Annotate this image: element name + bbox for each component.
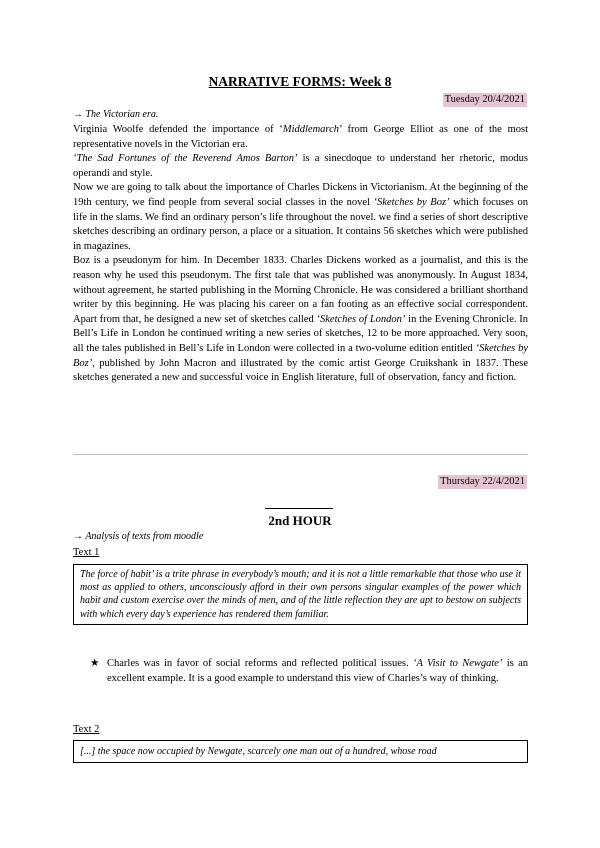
paragraph-amos-barton: [73, 152, 528, 181]
text1-label: Text 1: [73, 547, 100, 558]
text-run: which focuses on life in the slams. We find an ordinary person’s life throughout the novel. we find a series of short descriptive sketches describing an ordinary person, a place or a situation. It contains 56 sketches which were published in magazines.: [73, 196, 528, 252]
body-text: [73, 123, 528, 386]
book-title: Middlemarch: [282, 124, 340, 135]
text-run: Now we are going to talk about the importance of Charles Dickens in Victorianism. At the beginning of the 19th century, we find people from several social classes in the novel: [73, 182, 528, 208]
page-title: NARRATIVE FORMS: Week 8: [208, 74, 392, 89]
book-title: ‘The Sad Fortunes of the Reverend Amos Barton’: [73, 153, 298, 165]
text-run: is a sinecdoque to understand her rhetoric, modus operandi and style.: [73, 153, 528, 179]
book-title: ‘Sketches by Boz’: [73, 342, 528, 369]
paragraph-boz: [73, 254, 528, 385]
text-run: , published by John Macron and illustrated by the comic artist George Cruikshank in 1837. These sketches generated a new and successful voice in English literature, full of observation, fancy and fiction.: [73, 357, 528, 384]
text-run: Boz is a pseudonym for him. In December 1833. Charles Dickens worked as a journalist, and this is the reason why he used this pseudonym. The first tale that was published was anonymously. In August 1834, without agreement, he started publishing in the Morning Chronicle. He was considered a brilliant shorthand writer by this beginning. He was placing his career on a fan footing as an effective social correspondent. Apart from that, he designed a new set of sketches called: [73, 255, 528, 325]
quote-box-2: [...] the space now occupied by Newgate, scarcely one man out of a hundred, whose road: [73, 740, 528, 763]
text2-label: Text 2: [73, 724, 100, 735]
book-title: ‘Sketches of London’: [316, 313, 406, 325]
bullet-text: [107, 657, 528, 686]
text-run: in the Evening Chronicle. In Bell’s Life in London he continued writing a new series of sketches, 12 to be more approached. Very soon, all the tales published in Bell’s Life in London were collected in a two-volume edition entitled: [73, 313, 528, 354]
text-run: Charles was in favor of social reforms and reflected political issues.: [107, 658, 413, 669]
heading-rule: [265, 508, 333, 509]
subtitle-text: The Victorian era.: [85, 109, 159, 120]
text-run: is an excellent example. It is a good example to understand this view of Charles’s way of thinking.: [107, 658, 528, 684]
paragraph-woolfe: [73, 123, 528, 152]
paragraph-dickens: [73, 181, 528, 254]
book-title: ‘Sketches by Boz’: [373, 196, 450, 208]
date-highlight-thursday: Thursday 22/4/2021: [440, 476, 525, 487]
text-run: ’ from George Elliot as one of the most representative novels in the Victorian era.: [73, 124, 529, 150]
date-highlight-tuesday: Tuesday 20/4/2021: [444, 94, 525, 105]
arrow-icon: →: [73, 531, 83, 542]
subtitle-text: Analysis of texts from moodle: [85, 531, 204, 542]
book-title: ‘A Visit to Newgate’: [412, 658, 503, 669]
bullet-item: [90, 657, 528, 686]
horizontal-divider: [73, 454, 528, 455]
section-subtitle-analysis: [73, 531, 203, 542]
section-heading: 2nd HOUR: [268, 513, 332, 528]
star-bullet-icon: ★: [90, 658, 100, 669]
arrow-icon: →: [73, 109, 83, 120]
text-run: Virginia Woolfe defended the importance of ‘: [73, 124, 283, 135]
quote-box-1: The force of habit’ is a trite phrase in everybody’s mouth; and it is not a little remarkable that those who use it most as applied to others, unconsciously afford in their own persons singular examples of the power which habit and custom exercise over the minds of men, and of the little reflection they are apt to bestow on subjects with which every day’s experience has rendered them familiar.: [73, 564, 528, 625]
section-subtitle-victorian: [73, 109, 158, 120]
